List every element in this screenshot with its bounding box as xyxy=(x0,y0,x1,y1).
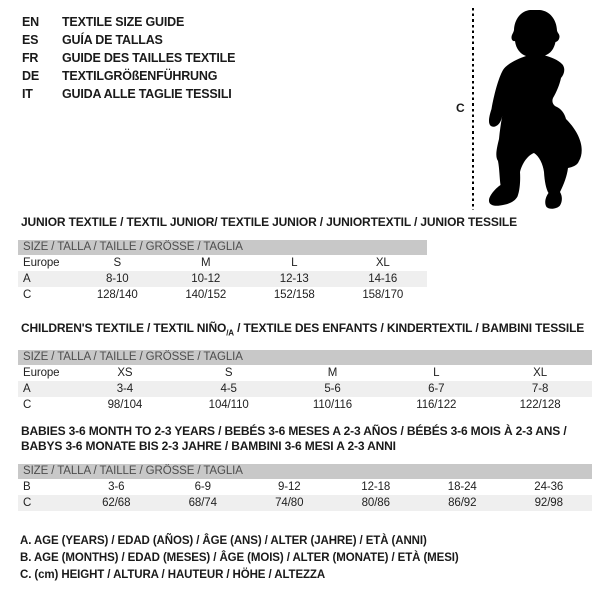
table-cell: 62/68 xyxy=(102,497,131,509)
table-cell: 8-10 xyxy=(105,273,129,285)
babies-textile-table xyxy=(18,424,592,511)
row-label: Europe xyxy=(23,257,60,269)
row-label: C xyxy=(23,289,32,301)
baby-silhouette-icon xyxy=(488,6,592,212)
row-label: B xyxy=(23,481,31,493)
table-row xyxy=(18,397,592,413)
table-cell: 18-24 xyxy=(447,481,477,493)
table-cell: L xyxy=(433,367,440,380)
table-cell: XS xyxy=(117,367,133,380)
table-cell: 92/98 xyxy=(534,497,563,509)
size-header-label: SIZE / TALLA / TAILLE / GRÖSSE / TAGLIA xyxy=(23,465,243,477)
row-label: Europe xyxy=(23,367,60,380)
table-row xyxy=(18,495,592,511)
legend-footnotes xyxy=(20,533,459,584)
table-cell: 152/158 xyxy=(273,289,315,301)
table-cell: 6-7 xyxy=(428,383,445,396)
table-cell: M xyxy=(327,367,338,380)
table-cell: 24-36 xyxy=(534,481,564,493)
table-title-line: JUNIOR TEXTILE / TEXTIL JUNIOR/ TEXTILE JUNIOR / JUNIORTEXTIL / JUNIOR TESSILE xyxy=(21,215,517,229)
table-cell: 68/74 xyxy=(188,497,217,509)
row-label: A xyxy=(23,273,31,285)
table-row xyxy=(18,365,592,381)
size-header-bar xyxy=(18,350,592,365)
table-cell: 110/116 xyxy=(312,399,353,412)
row-label: A xyxy=(23,383,31,396)
language-row xyxy=(22,13,235,31)
guide-title: GUIDE DES TAILLES TEXTILE xyxy=(62,51,236,65)
table-title xyxy=(18,321,592,340)
size-header-bar xyxy=(18,464,592,479)
guide-title: GUIDA ALLE TAGLIE TESSILI xyxy=(62,87,232,101)
table-cell: M xyxy=(201,257,211,269)
table-row xyxy=(18,381,592,397)
table-cell: 12-18 xyxy=(361,481,391,493)
table-rows xyxy=(18,365,592,413)
language-row xyxy=(22,67,235,85)
language-header xyxy=(22,13,235,103)
table-title xyxy=(18,215,517,230)
table-cell: 12-13 xyxy=(279,273,309,285)
height-measure-dotted-line xyxy=(472,8,474,210)
table-title-line: BABIES 3-6 MONTH TO 2-3 YEARS / BEBÉS 3-6 MESES A 2-3 AÑOS / BÉBÉS 3-6 MOIS À 2-3 ANS / xyxy=(21,424,567,438)
language-code: FR xyxy=(22,51,39,65)
footnote-age-months: B. AGE (MONTHS) / EDAD (MESES) / ÂGE (MOIS) / ALTER (MONATE) / ETÀ (MESI) xyxy=(20,552,459,564)
language-code: IT xyxy=(22,87,33,101)
table-cell: 74/80 xyxy=(275,497,304,509)
table-cell: XL xyxy=(533,367,548,380)
table-row xyxy=(18,479,592,495)
language-code: ES xyxy=(22,33,39,47)
language-row xyxy=(22,31,235,49)
table-cell: 80/86 xyxy=(361,497,390,509)
guide-title: TEXTILE SIZE GUIDE xyxy=(62,15,185,29)
table-cell: S xyxy=(113,257,122,269)
table-row xyxy=(18,271,427,287)
table-cell: 5-6 xyxy=(324,383,341,396)
table-row xyxy=(18,255,427,271)
footnote-height-cm: C. (cm) HEIGHT / ALTURA / HAUTEUR / HÖHE / ALTEZZA xyxy=(20,569,326,581)
table-cell: S xyxy=(224,367,233,380)
table-rows xyxy=(18,479,592,511)
language-code: EN xyxy=(22,15,39,29)
size-header-bar xyxy=(18,240,427,255)
table-cell: 140/152 xyxy=(185,289,227,301)
footnote-age-years: A. AGE (YEARS) / EDAD (AÑOS) / ÂGE (ANS) / ALTER (JAHRE) / ETÀ (ANNI) xyxy=(20,535,427,547)
table-cell: 10-12 xyxy=(191,273,221,285)
row-label: C xyxy=(23,399,32,412)
table-title-line: CHILDREN'S TEXTILE / TEXTIL $NIÑO_{/A}$ / TEXTILE DES ENFANTS / KINDERTEXTIL / BAMBINI TESSILE xyxy=(21,321,585,338)
language-row xyxy=(22,85,235,103)
size-header-label: SIZE / TALLA / TAILLE / GRÖSSE / TAGLIA xyxy=(23,351,243,364)
table-cell: L xyxy=(291,257,298,269)
table-cell: 6-9 xyxy=(194,481,211,493)
table-title-line: BABYS 3-6 MONATE BIS 2-3 JAHRE / BAMBINI 3-6 MESI A 2-3 ANNI xyxy=(21,439,396,453)
guide-title: TEXTILGRÖßENFÜHRUNG xyxy=(62,69,218,83)
row-label: C xyxy=(23,497,32,509)
table-cell: 14-16 xyxy=(368,273,398,285)
table-rows xyxy=(18,255,427,303)
table-cell: XL xyxy=(375,257,390,269)
table-cell: 98/104 xyxy=(107,399,143,412)
table-cell: 86/92 xyxy=(448,497,477,509)
junior-textile-table xyxy=(18,215,517,303)
table-cell: 3-4 xyxy=(116,383,134,396)
height-measure-label: C xyxy=(456,101,465,115)
table-cell: 9-12 xyxy=(277,481,301,493)
table-cell: 122/128 xyxy=(519,399,561,412)
size-header-label: SIZE / TALLA / TAILLE / GRÖSSE / TAGLIA xyxy=(23,241,243,253)
table-cell: 7-8 xyxy=(531,383,549,396)
table-row xyxy=(18,287,427,303)
table-cell: 3-6 xyxy=(108,481,125,493)
language-code: DE xyxy=(22,69,39,83)
table-cell: 104/110 xyxy=(208,399,249,412)
table-cell: 128/140 xyxy=(96,289,138,301)
table-title xyxy=(18,424,592,454)
table-cell: 158/170 xyxy=(362,289,404,301)
table-cell: 4-5 xyxy=(220,383,237,396)
guide-title: GUÍA DE TALLAS xyxy=(62,33,163,47)
language-row xyxy=(22,49,235,67)
table-cell: 116/122 xyxy=(416,399,457,412)
childrens-textile-table xyxy=(18,321,592,413)
